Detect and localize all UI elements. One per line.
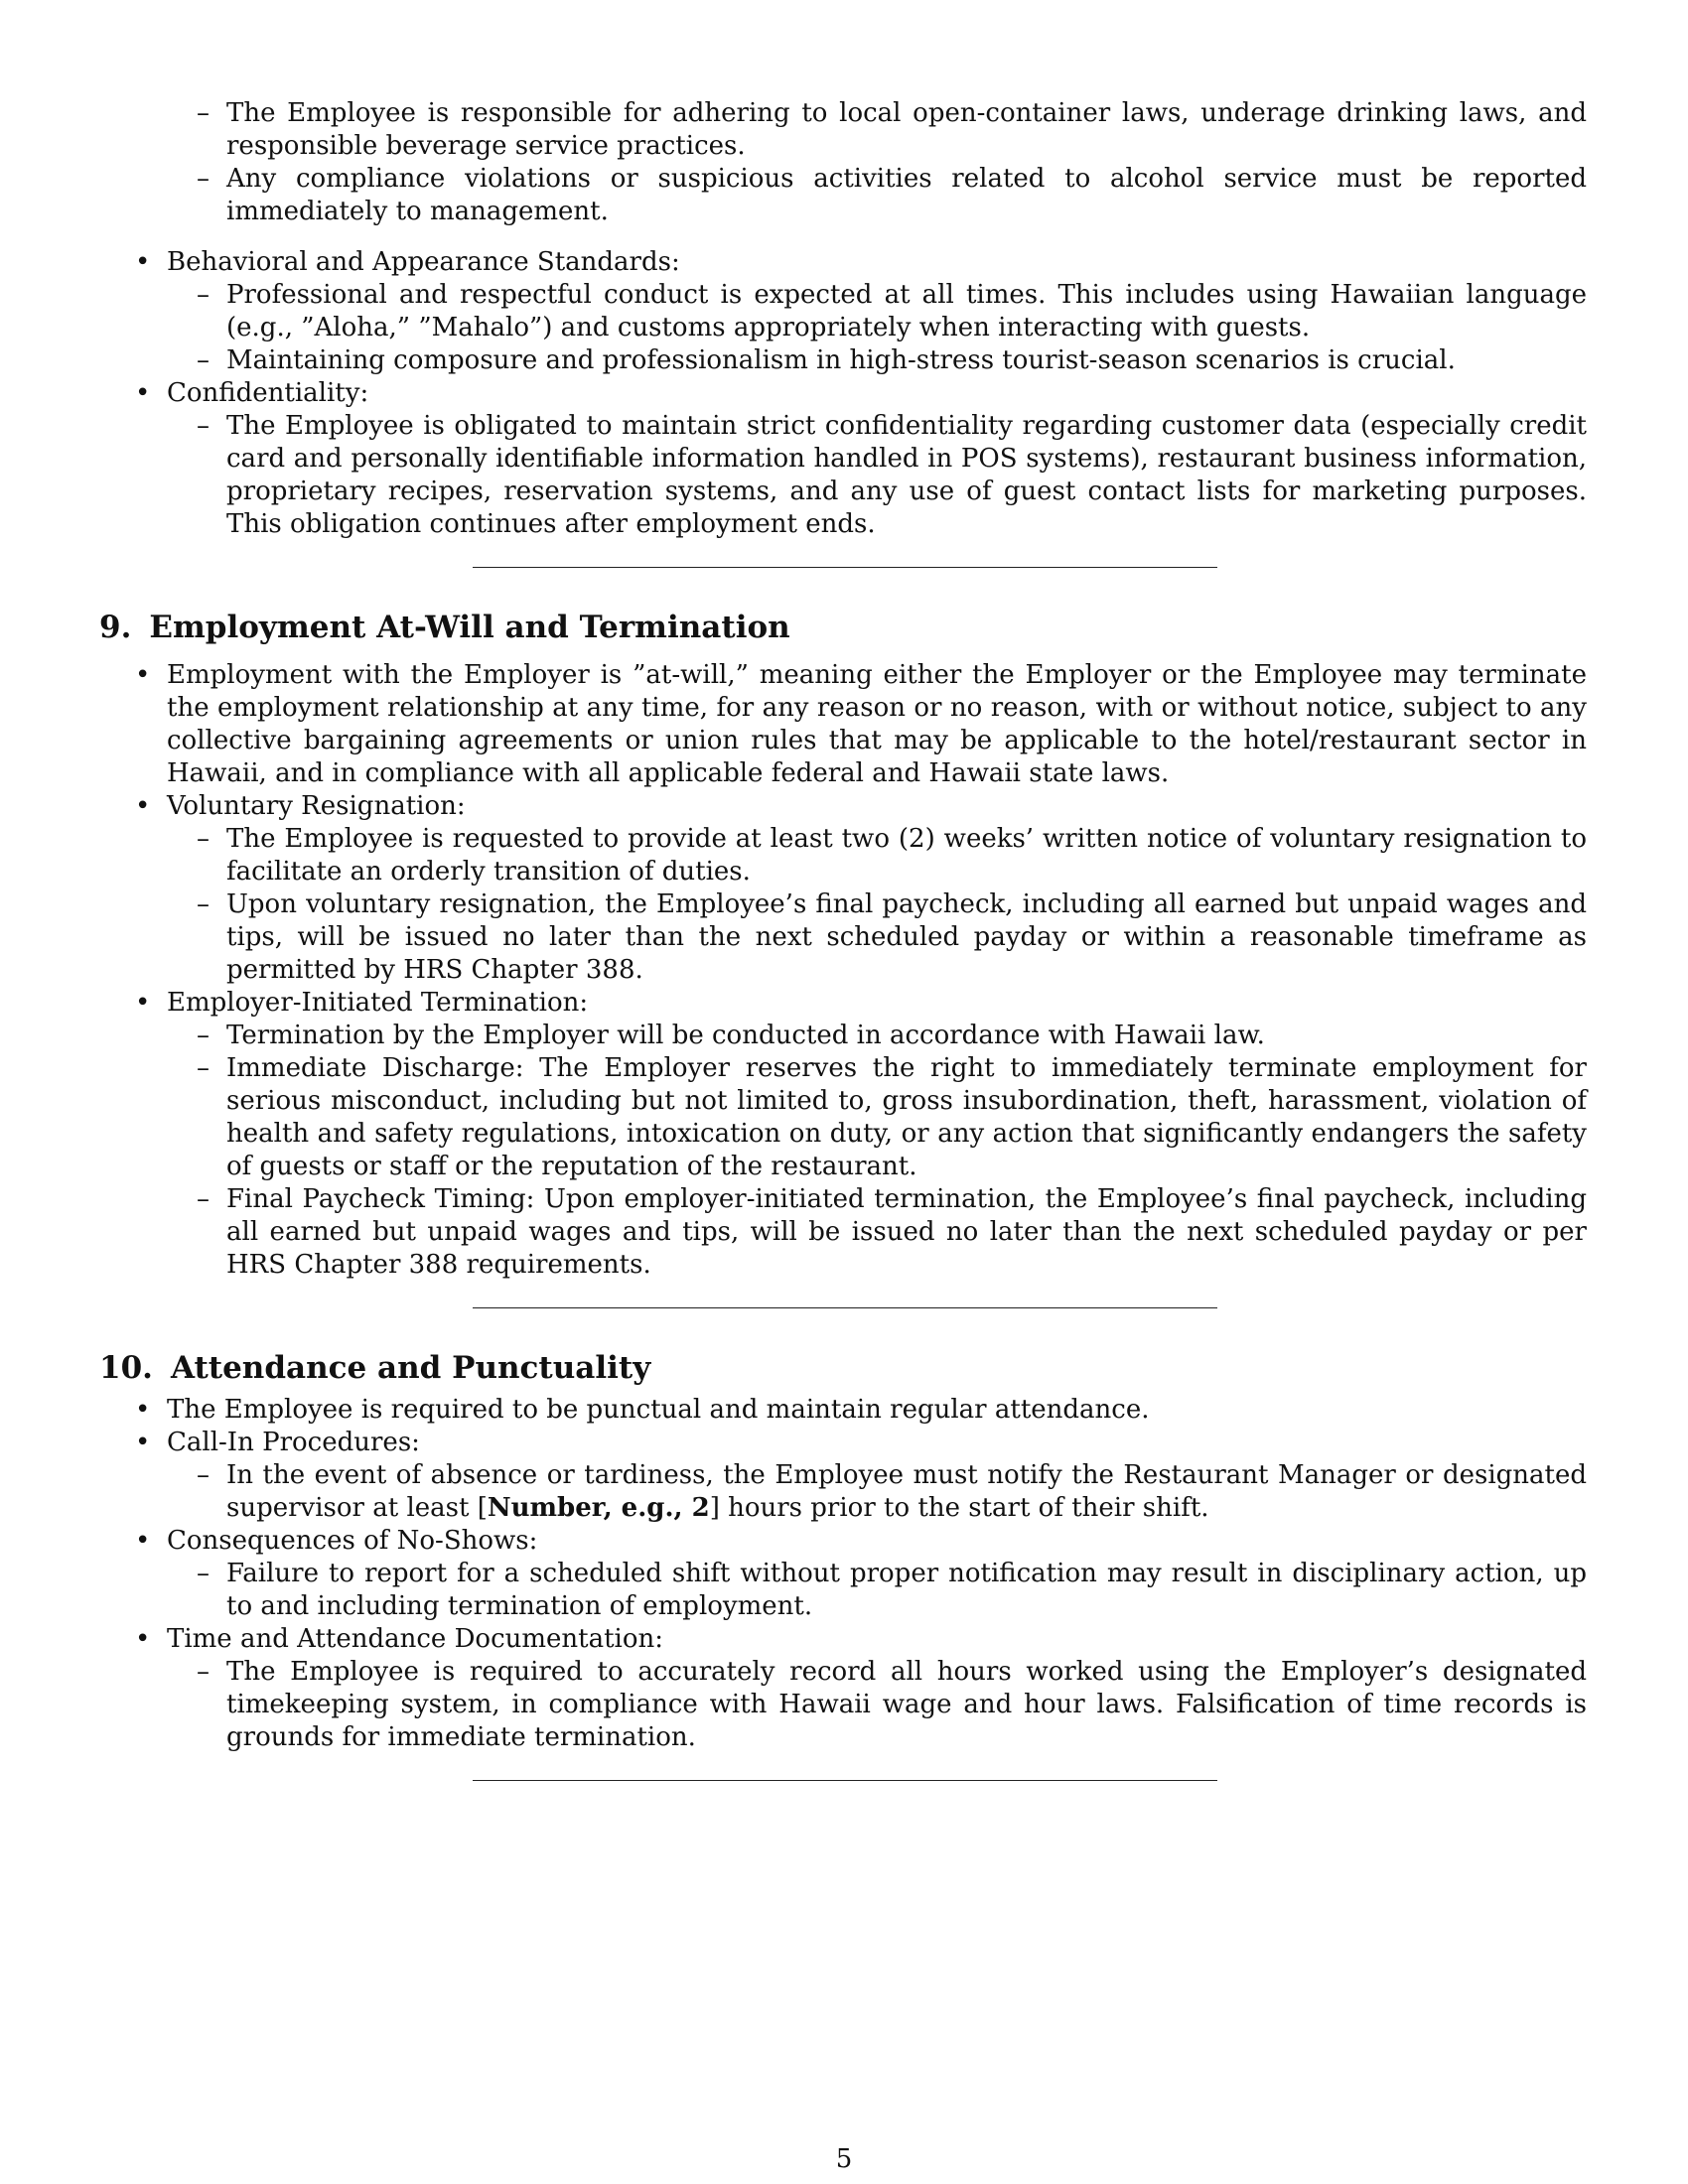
list-item: – Any compliance violations or suspicious activities related to alcohol service must be reported immediately to management. xyxy=(167,163,1587,228)
list-item: – Maintaining composure and professionalism in high-stress tourist-season scenarios is crucial. xyxy=(167,344,1587,377)
voluntary-items xyxy=(167,823,1587,987)
behavior-items xyxy=(167,279,1587,377)
list-item: – Immediate Discharge: The Employer reserves the right to immediately terminate employment for serious misconduct, including but not limited to, gross insubordination, theft, harassment, violation of health and safety regulations, intoxication on duty, or any action that significantly endangers the safety of guests or staff or the reputation of the restaurant. xyxy=(167,1052,1587,1183)
voluntary-label: Voluntary Resignation: xyxy=(167,791,466,821)
alcohol-subsection xyxy=(99,97,1587,228)
document-page xyxy=(99,97,1587,1781)
section-divider xyxy=(473,1307,1217,1308)
time-label: Time and Attendance Documentation: xyxy=(167,1624,664,1654)
employer-items xyxy=(167,1020,1587,1282)
behavior-label: Behavioral and Appearance Standards: xyxy=(167,247,680,277)
confidentiality-items xyxy=(167,410,1587,541)
list-item xyxy=(99,246,1587,377)
alcohol-items xyxy=(167,97,1587,228)
section10-list xyxy=(99,1394,1587,1754)
list-item: – The Employee is required to accurately record all hours worked using the Employer’s designated timekeeping system, in compliance with Hawaii wage and hour laws. Falsification of time records is grounds for immediate termination. xyxy=(167,1656,1587,1754)
section-title: Employment At-Will and Termination xyxy=(149,610,790,645)
callin-items xyxy=(167,1459,1587,1525)
section-number: 10. xyxy=(99,1350,153,1386)
section-title: Attendance and Punctuality xyxy=(170,1350,651,1386)
list-item: – Upon voluntary resignation, the Employee’s final paycheck, including all earned but unpaid wages and tips, will be issued no later than the next scheduled payday or within a reasonable timeframe as permitted by HRS Chapter 388. xyxy=(167,888,1587,987)
callin-text-post: ] hours prior to the start of their shift. xyxy=(709,1493,1209,1523)
list-item xyxy=(167,1459,1587,1525)
section-heading xyxy=(99,1348,1587,1388)
list-item: – The Employee is responsible for adhering to local open-container laws, underage drinking laws, and responsible beverage service practices. xyxy=(167,97,1587,163)
callin-text-pre: In the event of absence or tardiness, the Employee must notify the Restaurant Manager or designated supervisor at least [ xyxy=(226,1460,1587,1523)
list-item xyxy=(99,377,1587,541)
list-item xyxy=(99,790,1587,987)
section-divider xyxy=(473,567,1217,568)
section-divider xyxy=(473,1780,1217,1781)
list-item: – Termination by the Employer will be conducted in accordance with Hawaii law. xyxy=(167,1020,1587,1052)
employer-label: Employer-Initiated Termination: xyxy=(167,988,589,1018)
prev-section-list xyxy=(99,97,1587,228)
behavior-list xyxy=(99,246,1587,541)
section9-list xyxy=(99,659,1587,1282)
section-number: 9. xyxy=(99,610,132,645)
list-item: – Final Paycheck Timing: Upon employer-initiated termination, the Employee’s final paycheck, including all earned but unpaid wages and tips, will be issued no later than the next scheduled payday or per HRS Chapter 388 requirements. xyxy=(167,1183,1587,1282)
list-item: – The Employee is obligated to maintain strict confidentiality regarding customer data (especially credit card and personally identifiable information handled in POS systems), restaurant business information, proprietary recipes, reservation systems, and any use of guest contact lists for marketing purposes. This obligation continues after employment ends. xyxy=(167,410,1587,541)
callin-label: Call-In Procedures: xyxy=(167,1428,420,1457)
list-item: – The Employee is requested to provide at least two (2) weeks’ written notice of voluntary resignation to facilitate an orderly transition of duties. xyxy=(167,823,1587,888)
list-item: – Failure to report for a scheduled shift without proper notification may result in disciplinary action, up to and including termination of employment. xyxy=(167,1558,1587,1623)
list-item xyxy=(99,1525,1587,1623)
list-item xyxy=(99,987,1587,1282)
list-item xyxy=(99,1623,1587,1754)
list-item: • The Employee is required to be punctual and maintain regular attendance. xyxy=(99,1394,1587,1427)
confidentiality-label: Confidentiality: xyxy=(167,378,369,408)
list-item xyxy=(99,1427,1587,1525)
noshow-label: Consequences of No-Shows: xyxy=(167,1526,538,1556)
noshow-items xyxy=(167,1558,1587,1623)
section-heading xyxy=(99,608,1587,647)
time-items xyxy=(167,1656,1587,1754)
callin-placeholder: Number, e.g., 2 xyxy=(487,1493,710,1523)
list-item: • Employment with the Employer is ”at-will,” meaning either the Employer or the Employee may terminate the employment relationship at any time, for any reason or no reason, with or without notice, subject to any collective bargaining agreements or union rules that may be applicable to the hotel/restaurant sector in Hawaii, and in compliance with all applicable federal and Hawaii state laws. xyxy=(99,659,1587,790)
page-number: 5 xyxy=(835,2144,853,2174)
list-item: – Professional and respectful conduct is expected at all times. This includes using Hawaiian language (e.g., ”Aloha,” ”Mahalo”) and customs appropriately when interacting with guests. xyxy=(167,279,1587,344)
